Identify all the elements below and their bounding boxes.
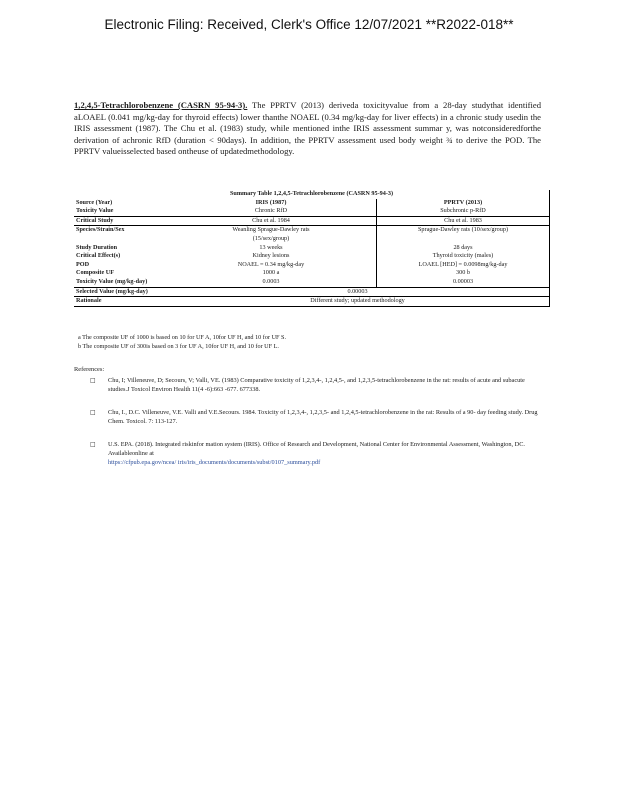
iris-value: 0.0003 — [166, 278, 377, 287]
row-label-pod: POD — [76, 260, 90, 268]
bullet-icon: □ — [90, 409, 96, 416]
iris-toxicity: Chronic RfD — [166, 207, 377, 216]
filing-header: Electronic Filing: Received, Clerk's Office 12/07/2021 **R2022-018** — [104, 17, 514, 32]
table-footnotes — [78, 334, 286, 352]
iris-critical-study: Chu et al. 1984 — [166, 216, 377, 226]
reference-text: U.S. EPA. (2018). Integrated riskinfor mation system (IRIS). Office of Research and Development, National Center for Environmental Assessment, Washington, DC. Availableonline at — [108, 441, 525, 457]
bullet-icon: □ — [90, 441, 96, 448]
summary-paragraph — [74, 100, 541, 158]
pprtv-effect: Thyroid toxicity (males) — [377, 252, 550, 261]
iris-pod: NOAEL = 0.34 mg/kg-day — [166, 261, 377, 270]
iris-duration: 13 weeks — [166, 244, 377, 253]
footnote-b: b The composite UF of 300is based on 3 for UF A, 10for UF H, and 10 for UF L. — [78, 342, 279, 350]
reference-text: Chu, I., D.C. Villeneuve, V.E. Valli and V.E.Secours. 1984. Toxicity of 1,2,3,4-, 1,2,3,5- and 1,2,4,5-tetrachlorobenzene in the rat: Results of a 90- day feeding study. Drug Chem. Toxicol. 7: 113-127. — [108, 409, 538, 425]
pprtv-critical-study: Chu et al. 1983 — [377, 216, 550, 226]
reference-text: Chu, I; Villeneuve, D; Secours, V; Valli, VE. (1983) Comparative toxicity of 1,2,3,4-, 1,2,4,5-, and 1,2,3,5-tetrachlorobenzene in the rat: results of acute and subacute studies.J Toxicol Environ Health 11(4 -6):663 -677. 677338. — [108, 377, 525, 393]
summary-table — [74, 190, 550, 307]
pprtv-source: PPRTV (2013) — [377, 199, 550, 208]
iris-species-line2: (15/sex/group) — [252, 234, 290, 242]
footnote-a: a The composite UF of 1000 is based on 10 for UF A, 10for UF H, and 10 for UF S. — [78, 334, 287, 341]
pprtv-toxicity: Subchronic p-RfD — [377, 207, 550, 216]
row-label-source: Source (Year) — [76, 198, 113, 206]
iris-effect: Kidney lesions — [166, 252, 377, 261]
pprtv-duration: 28 days — [377, 244, 550, 253]
paragraph-body: The PPRTV (2013) deriveda toxicityvalue from a 28-day studythat identified aLOAEL (0.041 mg/kg-day for thyroid effects) lower thanthe NOAEL (0.34 mg/kg-day for liver effects) in a chronic study usedin the IRIS assessment (1987). The Chu et al. (1983) study, while mentioned inthe IRIS assessment summar y, was notconsideredforthe derivation of achronic RfD (duration < 90days). In addition, the PPRTV assessment used body weight ¾ to derive the POD. The PPRTV valueisselected based ontheuse of updatedmethodology. — [74, 100, 541, 157]
pprtv-pod: LOAEL [HED] = 0.0098mg/kg-day — [377, 261, 550, 270]
paragraph-lead: 1,2,4,5-Tetrachlorobenzene (CASRN 95-94-3). — [74, 100, 248, 110]
reference-link[interactable]: https://cfpub.epa.gov/ncea/ iris/iris_documents/documents/subst/0107_summary.pdf — [108, 459, 321, 466]
references-list — [90, 376, 542, 481]
reference-item — [90, 440, 542, 467]
reference-item — [90, 408, 542, 426]
rationale-value: Different study; updated methodology — [166, 297, 550, 307]
iris-species-line1: Weanling Sprague-Dawley rats — [232, 226, 310, 234]
pprtv-value: 0.00003 — [377, 278, 550, 287]
row-label-composite: Composite UF — [76, 269, 114, 277]
bullet-icon: □ — [90, 377, 96, 384]
pprtv-composite: 300 b — [377, 269, 550, 278]
iris-species — [166, 226, 377, 244]
iris-composite: 1000 a — [166, 269, 377, 278]
row-label-critical-study: Critical Study — [74, 216, 166, 226]
row-label-toxicity: Toxicity Value — [74, 207, 166, 216]
row-label-selected: Selected Value (mg/kg-day) — [74, 287, 166, 297]
references-heading: References: — [74, 366, 105, 373]
table-caption: Summary Table 1,2,4,5-Tetrachlorobenzene (CASRN 95-94-3) — [74, 190, 550, 199]
row-label-value: Toxicity Value (mg/kg-day) — [74, 278, 166, 287]
row-label-rationale: Rationale — [74, 297, 166, 307]
reference-item — [90, 376, 542, 394]
pprtv-species: Sprague-Dawley rats (10/sex/group) — [377, 226, 550, 244]
row-label-duration: Study Duration — [76, 243, 118, 251]
iris-source: IRIS (1987) — [166, 199, 377, 208]
row-label-species: Species/Strain/Sex — [76, 226, 125, 234]
selected-value: 0.00003 — [166, 287, 550, 297]
row-label-effect: Critical Effect(s) — [76, 252, 121, 260]
